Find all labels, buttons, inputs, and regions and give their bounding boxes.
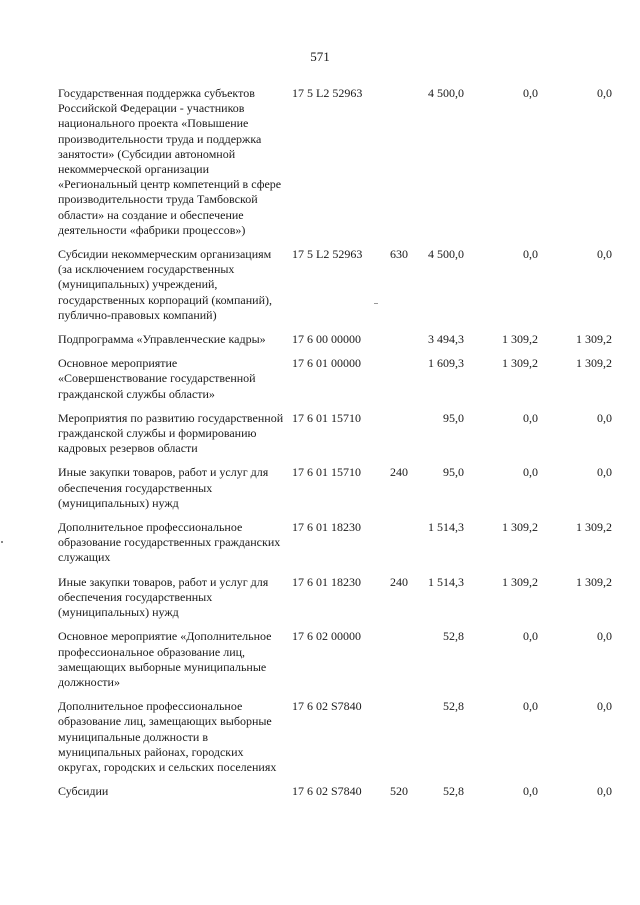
row-value-3: 1 309,2 (576, 332, 612, 347)
row-value-1: 52,8 (443, 629, 464, 644)
row-code: 17 6 01 18230 (292, 574, 361, 589)
row-value-2: 0,0 (523, 629, 538, 644)
row-value-1: 95,0 (443, 410, 464, 425)
row-value-2: 1 309,2 (502, 574, 538, 589)
row-name: Государственная поддержка субъектов Российской Федерации - участников национального проекта «Повышение производительности труда и поддержка занятости» (Субсидии автономной некоммерческой организации «Региональный центр компетенций в сфере производительности труда Тамбовской области» на создание и обеспечение деятельности «фабрики процессов») (58, 86, 282, 237)
row-value-2: 0,0 (523, 410, 538, 425)
table-row (58, 247, 618, 323)
row-value-1: 1 514,3 (428, 574, 464, 589)
row-value-3: 1 309,2 (576, 520, 612, 535)
row-value-1: 4 500,0 (428, 86, 464, 100)
page-number: 571 (310, 49, 330, 64)
table-row (58, 575, 618, 621)
row-value-2: 0,0 (523, 699, 538, 714)
row-value-1: 52,8 (443, 784, 464, 799)
row-value-2: 0,0 (523, 465, 538, 480)
row-value-3: 0,0 (597, 247, 612, 262)
row-value-3: 1 309,2 (576, 574, 612, 589)
row-value-2: 1 309,2 (502, 332, 538, 347)
row-value-3: 0,0 (597, 699, 612, 714)
row-value-2: 1 309,2 (502, 520, 538, 535)
table-row (58, 699, 618, 775)
row-name: Основное мероприятие «Дополнительное профессиональное образование лиц, замещающих выборные муниципальные должности» (58, 629, 272, 689)
row-value-1: 3 494,3 (428, 332, 464, 347)
table-row (58, 629, 618, 690)
scan-speck (374, 303, 378, 304)
table-row (58, 356, 618, 402)
row-code: 17 6 01 00000 (292, 356, 361, 371)
table-row (58, 465, 618, 511)
table-row (58, 332, 618, 347)
row-code: 17 6 00 00000 (292, 332, 361, 347)
row-value-1: 1 609,3 (428, 356, 464, 371)
row-code: 17 6 02 S7840 (292, 784, 362, 799)
row-value-2: 1 309,2 (502, 356, 538, 371)
row-name: Основное мероприятие «Совершенствование государственной гражданской службы области» (58, 356, 256, 401)
row-value-3: 0,0 (597, 784, 612, 799)
row-value-3: 1 309,2 (576, 356, 612, 371)
row-name: Дополнительное профессиональное образование государственных гражданских служащих (58, 520, 281, 565)
budget-table (58, 86, 618, 808)
row-value-3: 0,0 (597, 86, 612, 100)
row-value-3: 0,0 (597, 465, 612, 480)
row-value-1: 4 500,0 (428, 247, 464, 262)
row-value-2: 0,0 (523, 247, 538, 262)
row-value-3: 0,0 (597, 629, 612, 644)
row-value-2: 0,0 (523, 784, 538, 799)
row-name: Подпрограмма «Управленческие кадры» (58, 332, 266, 347)
row-value-1: 52,8 (443, 699, 464, 714)
row-code: 17 6 01 15710 (292, 410, 361, 425)
table-row (58, 411, 618, 457)
row-value-1: 1 514,3 (428, 520, 464, 535)
table-row (58, 784, 618, 799)
row-name: Субсидии (58, 784, 109, 799)
table-row (58, 520, 618, 566)
row-value-2: 0,0 (523, 86, 538, 100)
row-name: Дополнительное профессиональное образование лиц, замещающих выборные муниципальные должности в муниципальных районах, городских округах, городских и сельских поселениях (58, 699, 277, 774)
row-name: Иные закупки товаров, работ и услуг для обеспечения государственных (муниципальных) нужд (58, 465, 269, 510)
row-expense-type: 630 (390, 247, 408, 262)
row-code: 17 5 L2 52963 (292, 247, 363, 262)
row-expense-type: 520 (390, 784, 408, 799)
row-name: Иные закупки товаров, работ и услуг для обеспечения государственных (муниципальных) нужд (58, 574, 269, 620)
row-code: 17 6 01 15710 (292, 465, 361, 480)
table-row (58, 86, 618, 238)
scan-speck (1, 541, 3, 543)
row-code: 17 5 L2 52963 (292, 86, 363, 100)
row-code: 17 6 01 18230 (292, 520, 361, 535)
row-code: 17 6 02 00000 (292, 629, 361, 644)
row-name: Субсидии некоммерческим организациям (за исключением государственных (муниципальных) учреждений, государственных корпораций (компаний), публично-правовых компаний) (58, 247, 272, 322)
row-expense-type: 240 (390, 574, 408, 589)
row-expense-type: 240 (390, 465, 408, 480)
row-name: Мероприятия по развитию государственной гражданской службы и формированию кадровых резервов области (58, 410, 284, 456)
row-value-1: 95,0 (443, 465, 464, 480)
row-value-3: 0,0 (597, 410, 612, 425)
row-code: 17 6 02 S7840 (292, 699, 362, 714)
